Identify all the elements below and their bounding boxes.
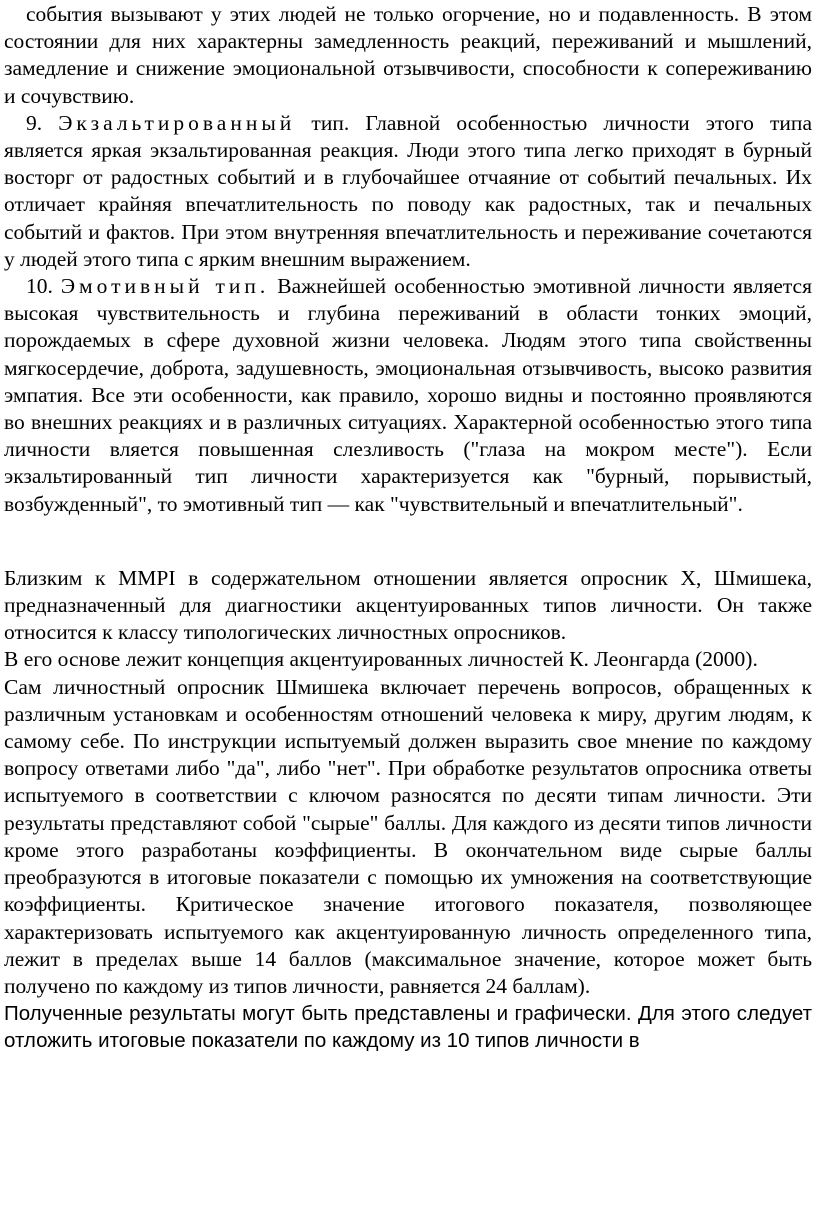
document-page: [4, 1, 812, 1055]
item-number: 10.: [26, 274, 53, 299]
type-description: Важнейшей особенностью эмотивной личности является высокая чувствительность и глубина переживаний в области тонких эмоций, порождаемых в сфере духовной жизни человека. Людям этого типа свойственны мягкосердечие, доброта, задушевность, эмоциональная отзывчивость, высоко развития эмпатия. Все эти особенности, как правило, хорошо видны и постоянно проявляются во внешних реакциях и в различных ситуациях. Характерной особенностью этого типа личности вляется повышенная слезливость ("глаза на мокром месте"). Если экзальтированный тип личности характеризуется как "бурный, порывистый, возбужденный", то эмотивный тип — как "чувствительный и впечатлительный".: [4, 274, 812, 516]
type-name: Экзальтированный: [58, 110, 296, 135]
paragraph-emotive-type: [4, 273, 812, 518]
paragraph-shmishek-intro: Близким к MMPI в содержательном отношении является опросник Х, Шмишека, предназначенный для диагностики акцентуированных типов личности. Он также относится к классу типологических личностных опросников.: [4, 565, 812, 645]
type-description: тип. Главной особенностью личности этого типа является яркая экзальтированная реакция. Люди этого типа легко приходят в бурный восторг от радостных событий и в глубочайшее отчаяние от событий печальных. Их отличает крайняя впечатлительность по поводу как радостных, так и печальных событий и фактов. При этом внутренняя впечатлительность и переживание сочетаются у людей этого типа с ярким внешним выражением.: [4, 110, 812, 271]
paragraph-melancholic-continuation: события вызывают у этих людей не только огорчение, но и подавленность. В этом состоянии для них характерны замедленность реакций, переживаний и мышлений, замедление и снижение эмоциональной отзывчивости, способности к сопереживанию и сочувствию.: [4, 2, 812, 108]
blank-space: [4, 518, 812, 565]
paragraph-leonhard-basis: В его основе лежит концепция акцентуированных личностей К. Леонгарда (2000).: [4, 647, 758, 672]
item-number: 9.: [26, 110, 43, 135]
paragraph-graphical-results: Полученные результаты могут быть представлены и графически. Для этого следует отложить итоговые показатели по каждому из 10 типов личности в: [4, 1002, 812, 1053]
type-name: Эмотивный тип.: [60, 274, 270, 299]
paragraph-exalted-type: [4, 110, 812, 273]
paragraph-questionnaire-description: Сам личностный опросник Шмишека включает перечень вопросов, обращенных к различным установкам и особенностям отношений человека к миру, другим людям, к самому себе. По инструкции испытуемый должен выразить свое мнение по каждому вопросу ответами либо "да", либо "нет". При обработке результатов опросника ответы испытуемого в соответствии с ключом разносятся по десяти типам личности. Эти результаты представляют собой "сырые" баллы. Для каждого из десяти типов личности кроме этого разработаны коэффициенты. В окончательном виде сырые баллы преобразуются в итоговые показатели с помощью их умножения на соответствующие коэффициенты. Критическое значение итогового показателя, позволяющее характеризовать испытуемого как акцентуированную личность определенного типа, лежит в пределах выше 14 баллов (максимальное значение, которое может быть получено по каждому из типов личности, равняется 24 баллам).: [4, 674, 812, 998]
